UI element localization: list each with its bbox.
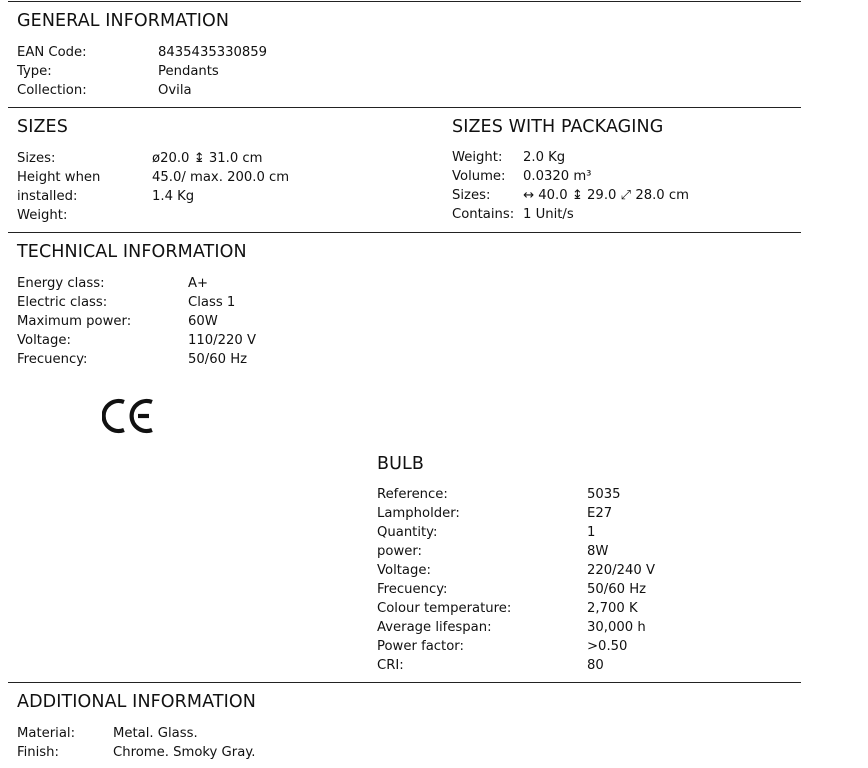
packaging-heading: SIZES WITH PACKAGING: [452, 117, 664, 137]
material-value: Metal. Glass.: [113, 726, 198, 741]
bulb-voltage-label: Voltage:: [377, 563, 431, 578]
ce-mark-c-shape: [104, 401, 124, 431]
bulb-cri-label: CRI:: [377, 658, 404, 673]
packaging-contains-value: 1 Unit/s: [523, 207, 574, 222]
bulb-heading: BULB: [377, 454, 424, 474]
bulb-frecuency-label: Frecuency:: [377, 582, 448, 597]
bulb-colour-temperature-label: Colour temperature:: [377, 601, 512, 616]
packaging-sizes-value: ↔ 40.0 ↨ 29.0 ⤢ 28.0 cm: [523, 188, 689, 203]
maximum-power-value: 60W: [188, 314, 218, 329]
sizes-heading: SIZES: [17, 117, 68, 137]
divider-top: [8, 1, 801, 2]
divider-sizes: [8, 107, 801, 108]
packaging-sizes-label: Sizes:: [452, 188, 491, 203]
voltage-label: Voltage:: [17, 333, 71, 348]
bulb-frecuency-value: 50/60 Hz: [587, 582, 647, 597]
divider-additional: [8, 682, 801, 683]
additional-information-heading: ADDITIONAL INFORMATION: [17, 692, 256, 712]
type-value: Pendants: [158, 64, 219, 79]
bulb-power-label: power:: [377, 544, 422, 559]
bulb-voltage-value: 220/240 V: [587, 563, 655, 578]
technical-information-heading: TECHNICAL INFORMATION: [17, 242, 247, 262]
ean-code-value: 8435435330859: [158, 45, 268, 60]
sizes-label: Sizes:: [17, 151, 56, 166]
bulb-power-factor-value: >0.50: [587, 639, 628, 654]
bulb-average-lifespan-label: Average lifespan:: [377, 620, 492, 635]
weight-label: Weight:: [17, 208, 68, 223]
energy-class-label: Energy class:: [17, 276, 105, 291]
bulb-reference-label: Reference:: [377, 487, 448, 502]
installed-label: installed:: [17, 189, 78, 204]
bulb-cri-value: 80: [587, 658, 604, 673]
general-information-heading: GENERAL INFORMATION: [17, 11, 230, 31]
bulb-power-factor-label: Power factor:: [377, 639, 464, 654]
packaging-contains-label: Contains:: [452, 207, 515, 222]
collection-label: Collection:: [17, 83, 87, 98]
bulb-quantity-label: Quantity:: [377, 525, 438, 540]
bulb-colour-temperature-value: 2,700 K: [587, 601, 638, 616]
packaging-volume-label: Volume:: [452, 169, 506, 184]
sizes-value: ø20.0 ↨ 31.0 cm: [152, 151, 263, 166]
energy-class-value: A+: [188, 276, 209, 291]
electric-class-label: Electric class:: [17, 295, 108, 310]
ean-code-label: EAN Code:: [17, 45, 87, 60]
weight-value: 1.4 Kg: [152, 189, 195, 204]
finish-value: Chrome. Smoky Gray.: [113, 745, 256, 760]
divider-technical: [8, 232, 801, 233]
maximum-power-label: Maximum power:: [17, 314, 132, 329]
material-label: Material:: [17, 726, 76, 741]
bulb-lampholder-value: E27: [587, 506, 613, 521]
bulb-average-lifespan-value: 30,000 h: [587, 620, 646, 635]
voltage-value: 110/220 V: [188, 333, 256, 348]
electric-class-value: Class 1: [188, 295, 236, 310]
bulb-reference-value: 5035: [587, 487, 621, 502]
finish-label: Finish:: [17, 745, 59, 760]
packaging-volume-value: 0.0320 m³: [523, 169, 592, 184]
type-label: Type:: [17, 64, 52, 79]
ce-mark-icon: [102, 396, 156, 436]
height-value: 45.0/ max. 200.0 cm: [152, 170, 290, 185]
bulb-lampholder-label: Lampholder:: [377, 506, 460, 521]
packaging-weight-label: Weight:: [452, 150, 503, 165]
frecuency-label: Frecuency:: [17, 352, 88, 367]
frecuency-value: 50/60 Hz: [188, 352, 248, 367]
bulb-power-value: 8W: [587, 544, 609, 559]
bulb-quantity-value: 1: [587, 525, 596, 540]
packaging-weight-value: 2.0 Kg: [523, 150, 566, 165]
collection-value: Ovila: [158, 83, 192, 98]
height-when-label: Height when: [17, 170, 101, 185]
